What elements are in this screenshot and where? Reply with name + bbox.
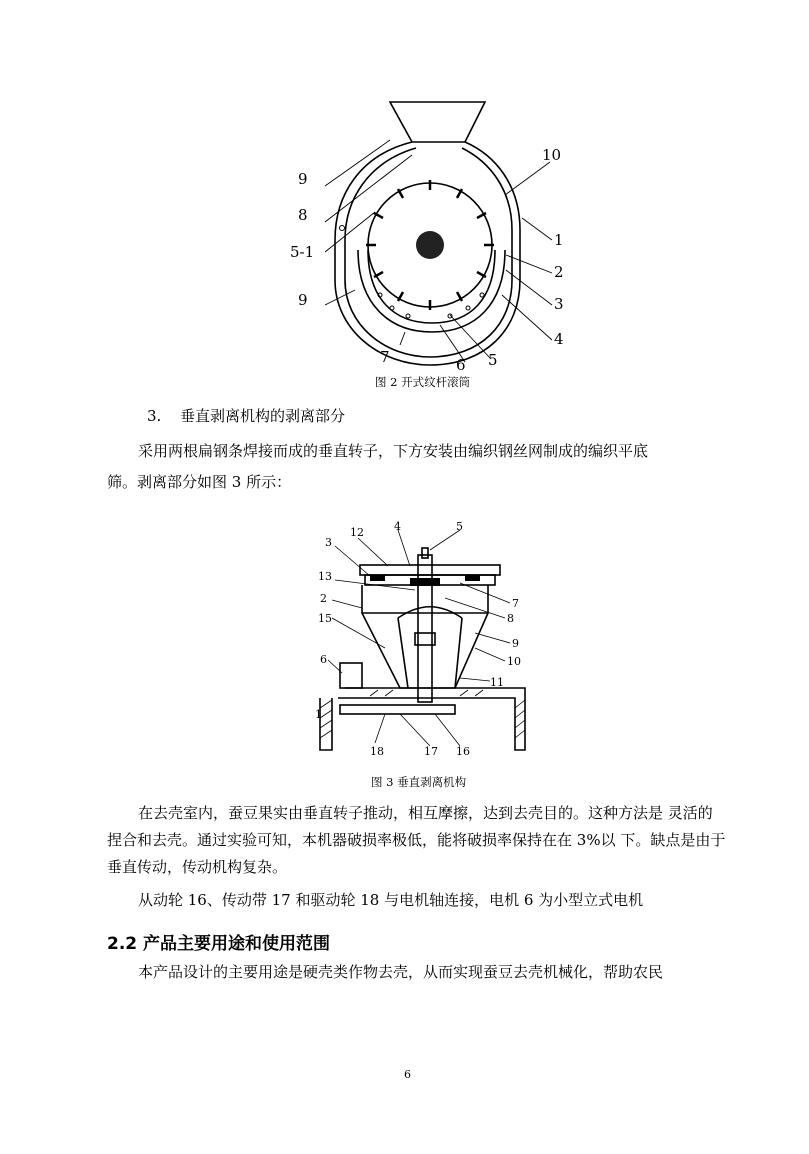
fig3-label: 1 <box>315 708 322 721</box>
fig3-label: 3 <box>325 536 332 549</box>
section-3-title: 垂直剥离机构的剥离部分 <box>180 407 346 425</box>
fig2-label: 5-1 <box>290 243 315 261</box>
fig3-label: 17 <box>424 745 438 758</box>
fig2-label: 8 <box>298 206 308 224</box>
fig3-label: 2 <box>320 592 327 605</box>
fig2-label: 6 <box>456 356 466 374</box>
section-3-number: 3. <box>147 407 162 425</box>
fig2-label: 10 <box>542 146 562 164</box>
section-2-2-heading: 2.2 产品主要用途和使用范围 <box>107 934 331 954</box>
figure-2-drum-diagram <box>280 100 580 390</box>
fig2-label: 7 <box>380 348 390 366</box>
fig2-label: 4 <box>554 330 564 348</box>
fig3-label: 8 <box>507 612 514 625</box>
fig3-label: 7 <box>512 597 519 610</box>
body-paragraph-1-line3: 垂直传动，传动机构复杂。 <box>107 858 288 876</box>
section-3-paragraph-line2: 筛。剥离部分如图 3 所示： <box>107 473 292 491</box>
figure-2-caption: 图 2 开式纹杆滚筒 <box>375 375 471 389</box>
body-paragraph-2: 从动轮 16、传动带 17 和驱动轮 18 与电机轴连接，电机 6 为小型立式电机 <box>138 891 644 909</box>
fig3-label: 18 <box>370 745 384 758</box>
fig3-label: 5 <box>456 520 463 533</box>
figure-3-caption: 图 3 垂直剥离机构 <box>371 775 467 789</box>
fig2-label: 9 <box>298 291 308 309</box>
fig2-label: 1 <box>554 231 564 249</box>
page-number: 6 <box>404 1068 411 1081</box>
figure-3-peeling-mechanism-diagram <box>310 518 535 763</box>
fig2-label: 5 <box>488 351 498 369</box>
fig3-label: 6 <box>320 653 327 666</box>
fig2-label: 3 <box>554 295 564 313</box>
section-2-2-paragraph: 本产品设计的主要用途是硬壳类作物去壳，从而实现蚕豆去壳机械化，帮助农民 <box>138 963 664 981</box>
fig3-label: 15 <box>318 612 332 625</box>
fig3-label: 9 <box>512 637 519 650</box>
body-paragraph-1-line2: 捏合和去壳。通过实验可知，本机器破损率极低，能将破损率保持在在 3%以 下。缺点是由于 <box>107 831 726 849</box>
fig3-label: 11 <box>490 676 504 689</box>
fig2-label: 9 <box>298 170 308 188</box>
fig3-label: 13 <box>318 570 332 583</box>
fig3-label: 10 <box>507 655 521 668</box>
fig3-label: 16 <box>456 745 470 758</box>
fig3-label: 12 <box>350 526 364 539</box>
fig3-label: 4 <box>394 520 401 533</box>
body-paragraph-1-line1: 在去壳室内，蚕豆果实由垂直转子推动，相互摩擦，达到去壳目的。这种方法是 灵活的 <box>138 804 713 822</box>
fig2-label: 2 <box>554 263 564 281</box>
section-3-paragraph-line1: 采用两根扁钢条焊接而成的垂直转子，下方安装由编织钢丝网制成的编织平底 <box>138 442 649 460</box>
